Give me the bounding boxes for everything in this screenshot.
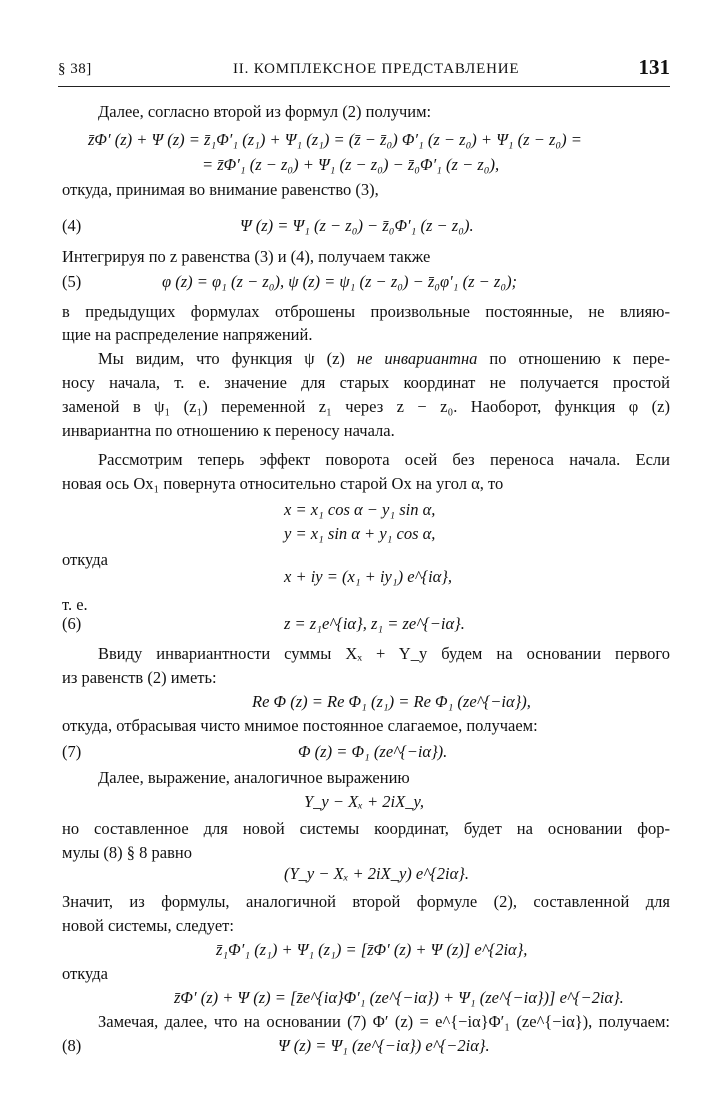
formula-line: z̄Φ′ (z) + Ψ (z) = [z̄e^{iα}Φ′₁ (ze^{−iα}) + Ψ₁ (ze^{−iα})] e^{−2iα}.	[174, 988, 624, 1007]
equation-number-4: (4)	[62, 216, 82, 235]
text-line: но составленное для новой системы координат, будет на основании фор-	[62, 819, 670, 838]
formula-line: z̄₁Φ′₁ (z₁) + Ψ₁ (z₁) = [z̄Φ′ (z) + Ψ (z)] e^{2iα},	[216, 940, 528, 959]
section-reference: § 38]	[58, 61, 92, 77]
header-rule	[58, 86, 670, 87]
text-line: откуда	[62, 964, 108, 983]
text-run: по отношению к пере-	[477, 349, 670, 368]
text-line: Далее, согласно второй из формул (2) получим:	[98, 102, 432, 121]
equation-6: z = z₁e^{iα}, z₁ = ze^{−iα}.	[284, 614, 465, 633]
formula-line: (Y_y − Xₓ + 2iX_y) e^{2iα}.	[284, 864, 469, 883]
text-line: т. е.	[62, 595, 88, 614]
text-line: в предыдущих формулах отброшены произвольные постоянные, не влияю-	[62, 302, 670, 321]
text-line: новая ось Ox₁ повернута относительно старой Ox на угол α, то	[62, 474, 504, 493]
text-line: Значит, из формулы, аналогичной второй формуле (2), составленной для	[62, 892, 670, 911]
text-line: новой системы, следует:	[62, 916, 234, 935]
text-line: откуда, отбрасывая чисто мнимое постоянное слагаемое, получаем:	[62, 716, 538, 735]
chapter-title: II. КОМПЛЕКСНОЕ ПРЕДСТАВЛЕНИЕ	[233, 61, 520, 77]
text-line: заменой в ψ₁ (z₁) переменной z₁ через z − z₀. Наоборот, функция φ (z)	[62, 397, 670, 416]
running-header	[58, 55, 670, 85]
text-line	[62, 347, 670, 371]
emphasis-text: не инвариантна	[356, 349, 478, 368]
equation-8: Ψ (z) = Ψ₁ (ze^{−iα}) e^{−2iα}.	[278, 1036, 490, 1055]
formula-line: y = x₁ sin α + y₁ cos α,	[284, 524, 436, 543]
equation-4: Ψ (z) = Ψ₁ (z − z₀) − z̄₀Φ′₁ (z − z₀).	[240, 216, 474, 235]
formula-line: = z̄Φ′₁ (z − z₀) + Ψ₁ (z − z₀) − z̄₀Φ′₁ (z − z₀),	[202, 155, 500, 174]
equation-number-8: (8)	[62, 1036, 82, 1055]
text-run: Мы видим, что функция ψ (z)	[98, 349, 357, 368]
text-line: Ввиду инвариантности суммы Xₓ + Y_y будем на основании первого	[98, 644, 670, 663]
equation-7: Φ (z) = Φ₁ (ze^{−iα}).	[298, 742, 448, 761]
text-line: Интегрируя по z равенства (3) и (4), получаем также	[62, 247, 431, 266]
text-line: Далее, выражение, аналогичное выражению	[98, 768, 410, 787]
equation-5: φ (z) = φ₁ (z − z₀), ψ (z) = ψ₁ (z − z₀) − z̄₀φ′₁ (z − z₀);	[162, 272, 518, 291]
formula-line: x + iy = (x₁ + iy₁) e^{iα},	[284, 567, 453, 586]
text-line: щие на распределение напряжений.	[62, 325, 313, 344]
page-number: 131	[638, 55, 670, 79]
equation-number-6: (6)	[62, 614, 82, 633]
text-line: откуда	[62, 550, 108, 569]
equation-number-5: (5)	[62, 272, 82, 291]
text-line: из равенств (2) иметь:	[62, 668, 217, 687]
text-line: мулы (8) § 8 равно	[62, 843, 192, 862]
formula-line: x = x₁ cos α − y₁ sin α,	[284, 500, 436, 519]
formula-line: z̄Φ′ (z) + Ψ (z) = z̄₁Φ′₁ (z₁) + Ψ₁ (z₁) = (z̄ − z̄₀) Φ′₁ (z − z₀) + Ψ₁ (z − z₀) =	[88, 130, 582, 149]
equation-number-7: (7)	[62, 742, 82, 761]
text-line: носу начала, т. е. значение для старых координат не получается простой	[62, 373, 670, 392]
text-line: Замечая, далее, что на основании (7) Φ′ (z) = e^{−iα}Φ′₁ (ze^{−iα}), получаем:	[98, 1012, 670, 1031]
text-line: Рассмотрим теперь эффект поворота осей без переноса начала. Если	[98, 450, 670, 469]
formula-line: Re Φ (z) = Re Φ₁ (z₁) = Re Φ₁ (ze^{−iα}),	[252, 692, 531, 711]
text-line: инвариантна по отношению к переносу начала.	[62, 421, 395, 440]
formula-line: Y_y − Xₓ + 2iX_y,	[304, 792, 424, 811]
text-line: откуда, принимая во внимание равенство (3),	[62, 180, 379, 199]
